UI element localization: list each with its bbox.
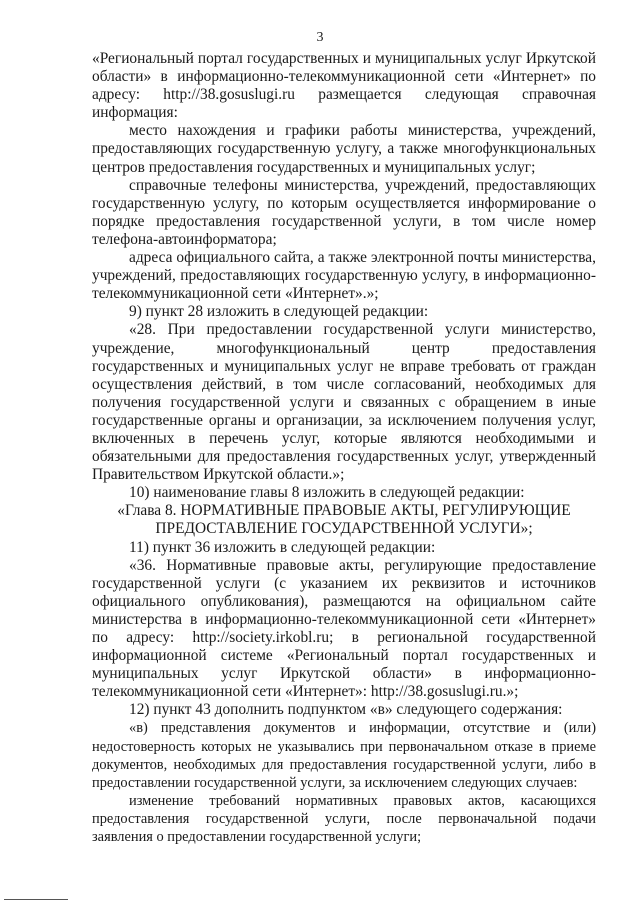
paragraph-portal-info: «Региональный портал государственных и муниципальных услуг Иркутской области» в информационно-телекоммуникационной сети «Интернет» по адресу: http://38.gosuslugi.ru размещается следующая справочная информация: [92,50,596,122]
amendment-item-9: 9) пункт 28 изложить в следующей редакции: [129,303,429,321]
paragraph-requirements-change: изменение требований нормативных правовых актов, касающихся предоставления государственной услуги, после первоначальной подачи заявления о предоставлении государственной услуги; [92,792,596,846]
paragraph-clause-28: «28. При предоставлении государственной услуги министерство, учреждение, многофункциональный центр предоставления государственных и муниципальных услуг не вправе требовать от граждан осуществления действий, в том числе согласований, необходимых для получения государственной услуги и связанных с обращением в иные государственные органы и организации, за исключением получения услуг, включенных в перечень услуг, которые являются необходимыми и обязательными для предоставления государственных услуг, утвержденный Правительством Иркутской области.»; [92,321,596,484]
document-body [92,50,596,846]
paragraph-location-schedule: место нахождения и графики работы министерства, учреждений, предоставляющих государственную услугу, а также многофункциональных центров предоставления государственных и муниципальных услуг; [92,122,596,176]
paragraph-website-email: адреса официального сайта, а также электронной почты министерства, учреждений, предоставляющих государственную услугу, в информационно-телекоммуникационной сети «Интернет».»; [92,249,596,303]
amendment-item-10: 10) наименование главы 8 изложить в следующей редакции: [129,484,525,502]
amendment-item-12: 12) пункт 43 дополнить подпунктом «в» следующего содержания: [129,701,563,719]
paragraph-subclause-v: «в) представления документов и информации, отсутствие и (или) недостоверность которых не указывались при первоначальном отказе в приеме документов, необходимых для предоставления государственной услуги, либо в предоставлении государственной услуги, за исключением следующих случаев: [92,720,596,791]
page-number: 3 [316,30,324,45]
footnote-divider [4,899,68,900]
paragraph-reference-phones: справочные телефоны министерства, учреждений, предоставляющих государственную услугу, по которым осуществляется информирование о порядке предоставления государственной услуги, в том числе номер телефона-автоинформатора; [92,176,596,248]
chapter-8-heading: «Глава 8. НОРМАТИВНЫЕ ПРАВОВЫЕ АКТЫ, РЕГУЛИРУЮЩИЕ ПРЕДОСТАВЛЕНИЕ ГОСУДАРСТВЕННОЙ УСЛУГИ»; [117,502,571,538]
paragraph-clause-36: «36. Нормативные правовые акты, регулирующие предоставление государственной услуги (с указанием их реквизитов и источников официального опубликования), размещаются на официальном сайте министерства в информационно-телекоммуникационной сети «Интернет» по адресу: http://society.irkobl.ru; в региональной государственной информационной системе «Региональный портал государственных и муниципальных услуг Иркутской области» в информационно-телекоммуникационной сети «Интернет»: http://38.gosuslugi.ru.»; [92,556,596,701]
amendment-item-11: 11) пункт 36 изложить в следующей редакции: [129,538,436,556]
